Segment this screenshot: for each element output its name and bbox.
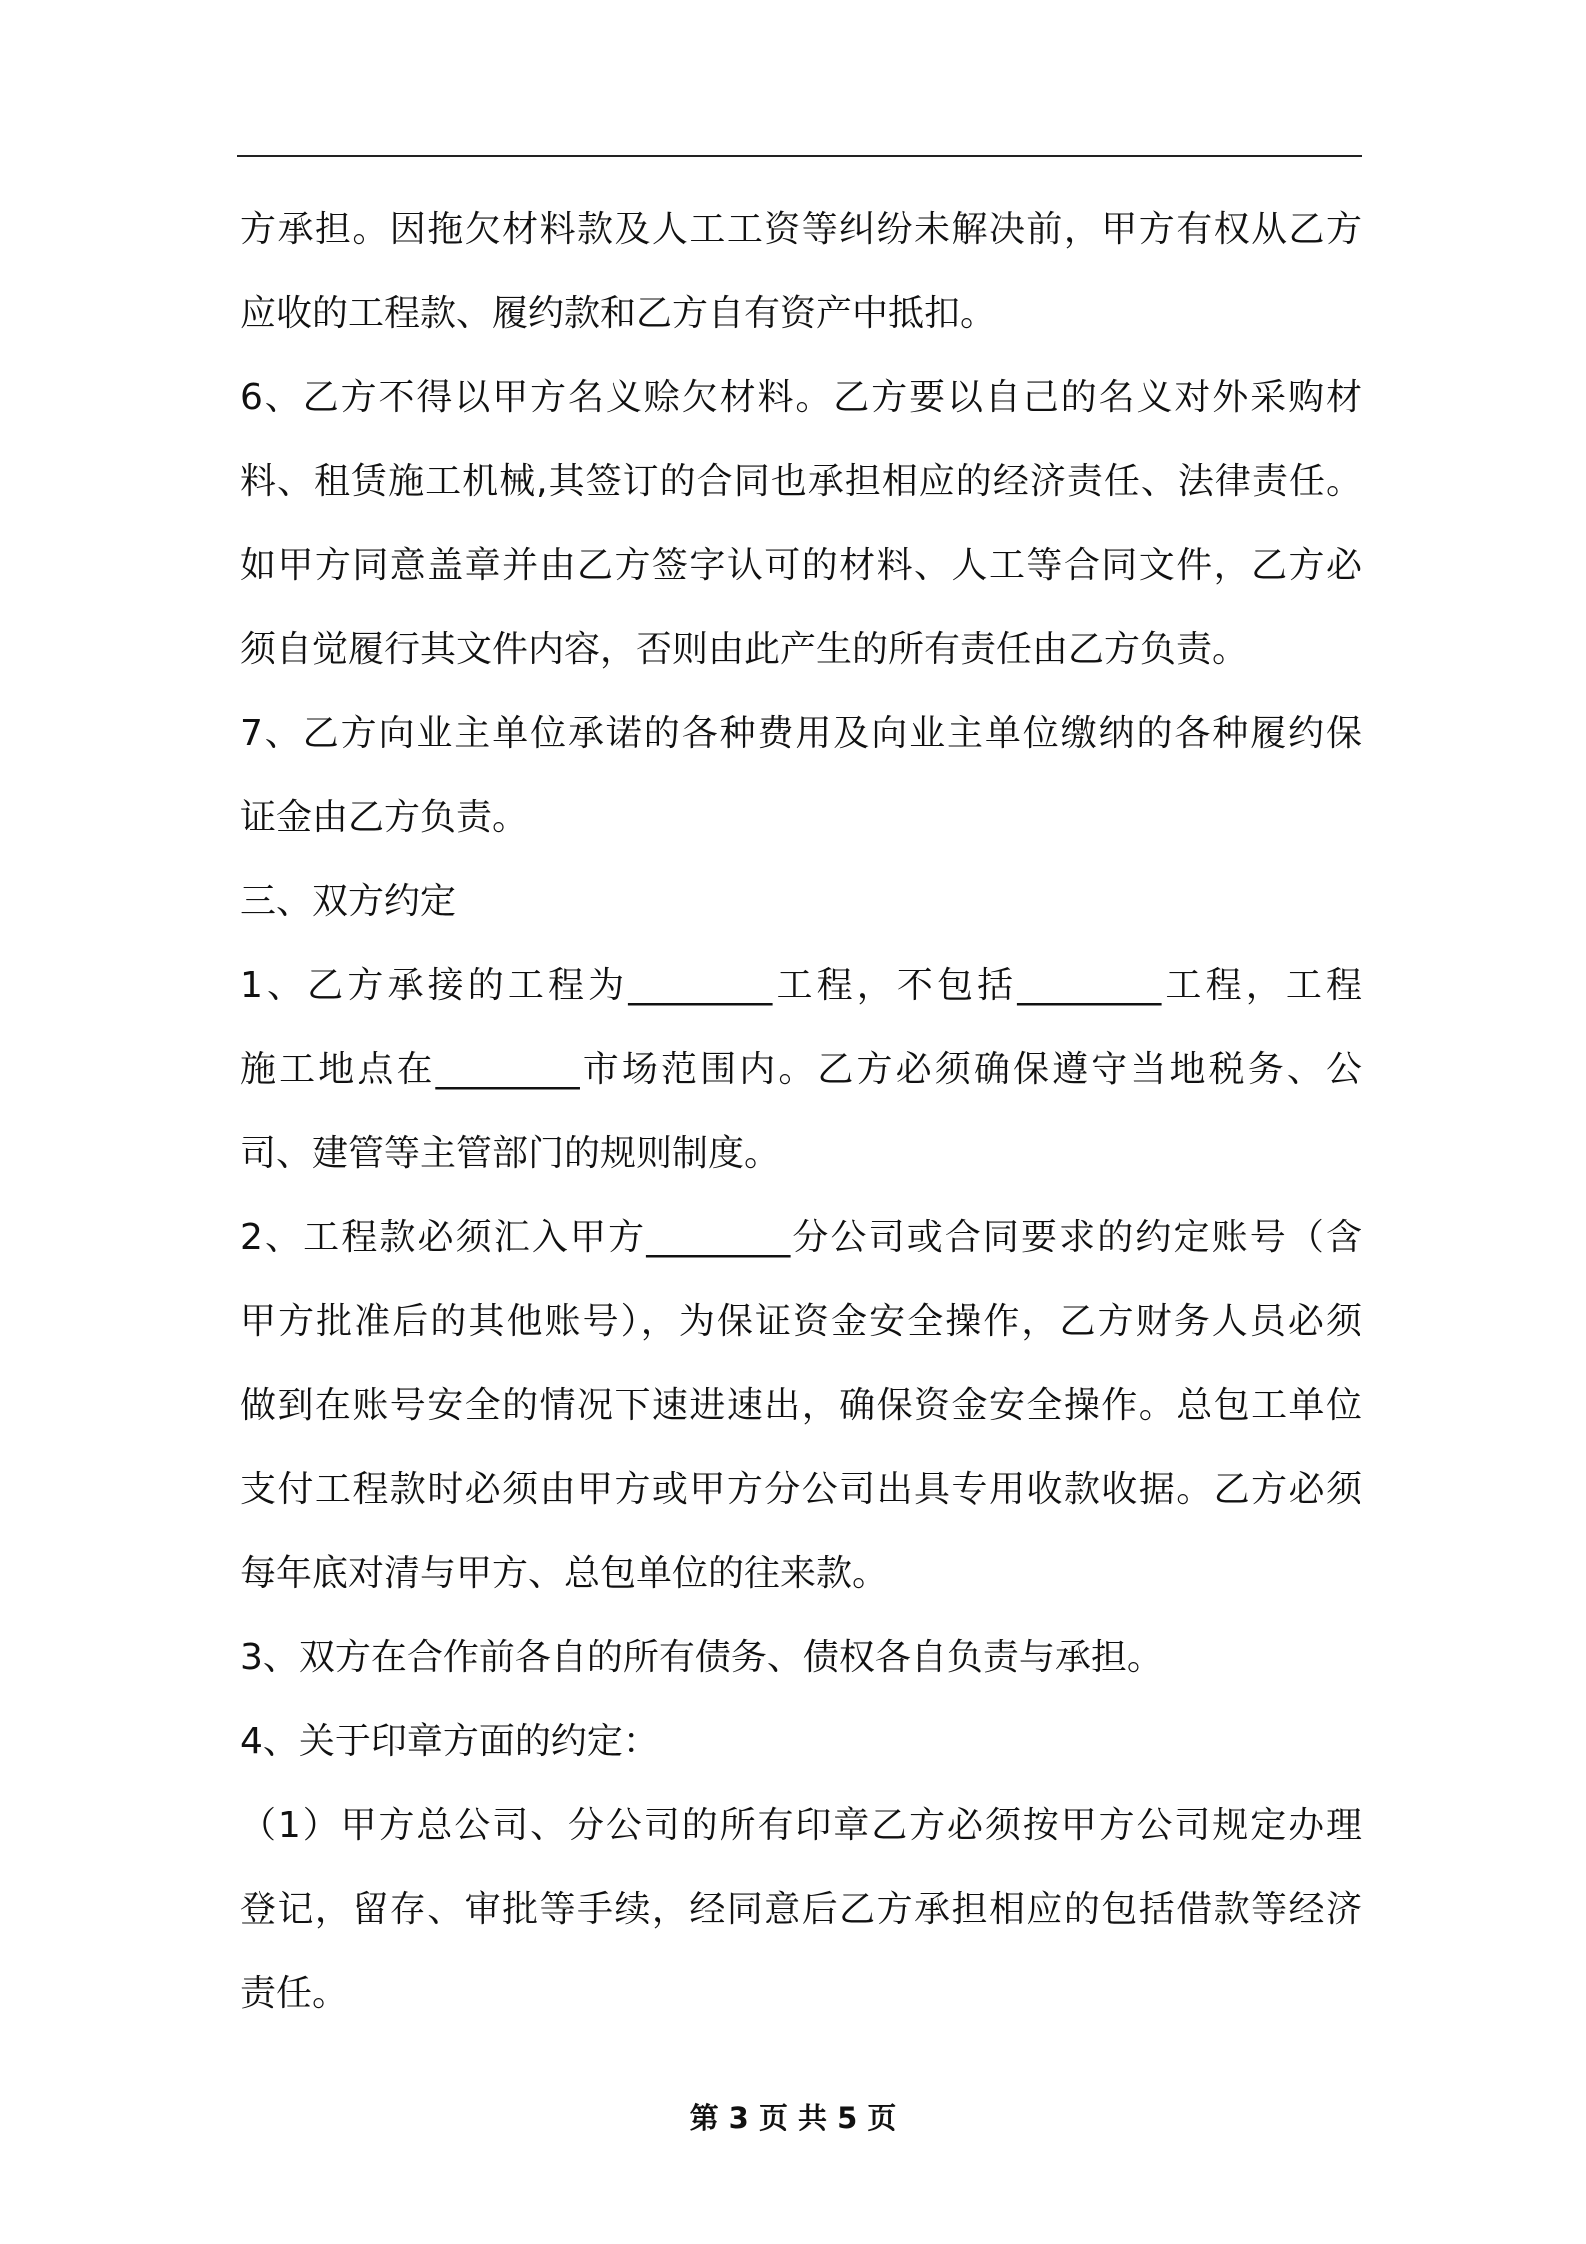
text-line: 2、工程款必须汇入甲方________分公司或合同要求的约定账号（含 xyxy=(240,1217,1362,1258)
text-line: 证金由乙方负责。 xyxy=(240,797,529,838)
text-line: 责任。 xyxy=(240,1973,349,2014)
text-line: 每年底对清与甲方、总包单位的往来款。 xyxy=(240,1553,889,1594)
header-rule xyxy=(237,155,1362,157)
text-line: 甲方批准后的其他账号），为保证资金安全操作，乙方财务人员必须 xyxy=(240,1301,1362,1342)
document-body xyxy=(240,188,1362,2036)
text-line: 3、双方在合作前各自的所有债务、债权各自负责与承担。 xyxy=(240,1637,1163,1678)
text-line: 1、乙方承接的工程为________工程，不包括________工程，工程 xyxy=(240,965,1362,1006)
text-line: 做到在账号安全的情况下速进速出，确保资金安全操作。总包工单位 xyxy=(240,1385,1362,1426)
text-line: 6、乙方不得以甲方名义赊欠材料。乙方要以自己的名义对外采购材 xyxy=(240,377,1362,418)
text-line: 料、租赁施工机械,其签订的合同也承担相应的经济责任、法律责任。 xyxy=(240,461,1362,502)
text-line: 方承担。因拖欠材料款及人工工资等纠纷未解决前，甲方有权从乙方 xyxy=(240,209,1362,250)
text-line: 支付工程款时必须由甲方或甲方分公司出具专用收款收据。乙方必须 xyxy=(240,1469,1362,1510)
text-line: 4、关于印章方面的约定： xyxy=(240,1721,659,1762)
text-line: 应收的工程款、履约款和乙方自有资产中抵扣。 xyxy=(240,293,997,334)
page-number: 第 3 页 共 5 页 xyxy=(689,2101,897,2135)
section-heading: 三、双方约定 xyxy=(240,881,457,922)
text-line: 如甲方同意盖章并由乙方签字认可的材料、人工等合同文件，乙方必 xyxy=(240,545,1362,586)
text-line: 须自觉履行其文件内容，否则由此产生的所有责任由乙方负责。 xyxy=(240,629,1249,670)
text-line: 登记，留存、审批等手续，经同意后乙方承担相应的包括借款等经济 xyxy=(240,1889,1362,1930)
text-line: 施工地点在________市场范围内。乙方必须确保遵守当地税务、公 xyxy=(240,1049,1362,1090)
text-line: （1）甲方总公司、分公司的所有印章乙方必须按甲方公司规定办理 xyxy=(240,1805,1362,1846)
text-line: 7、乙方向业主单位承诺的各种费用及向业主单位缴纳的各种履约保 xyxy=(240,713,1362,754)
text-line: 司、建管等主管部门的规则制度。 xyxy=(240,1133,781,1174)
